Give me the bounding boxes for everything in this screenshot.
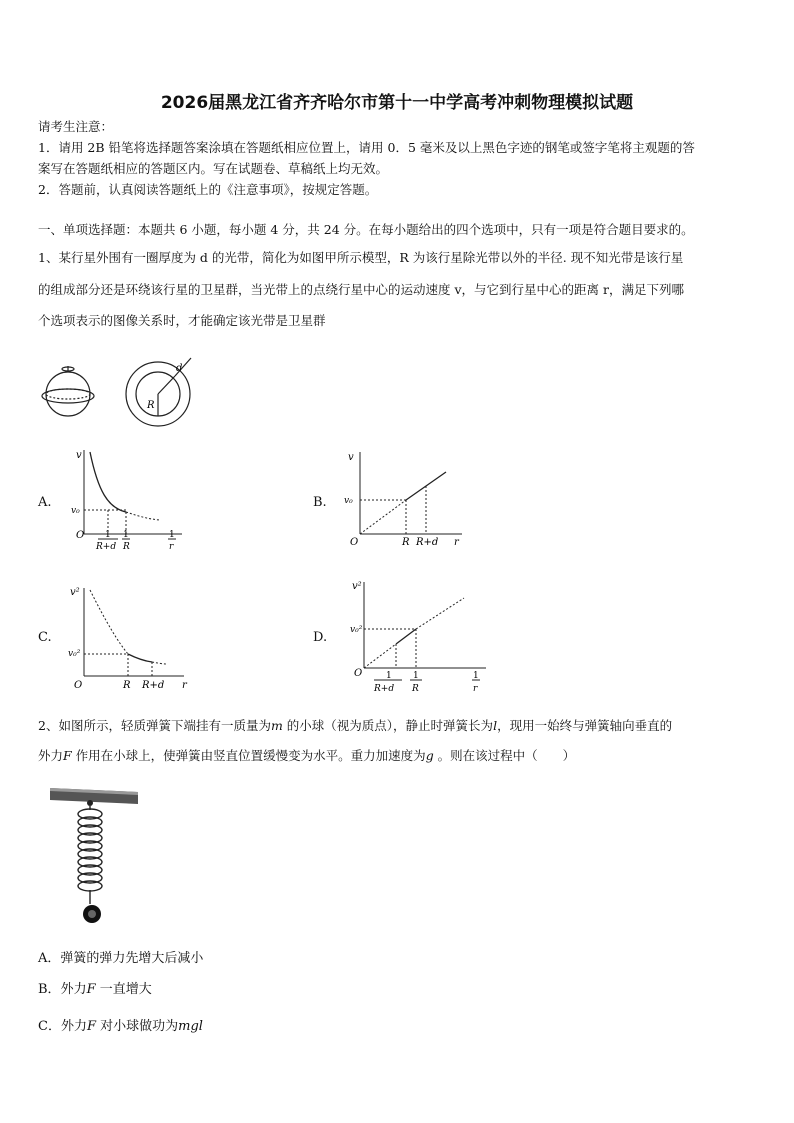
x-tick-R-plus-d: R+d xyxy=(416,537,439,548)
x-tick-den-1: R+d xyxy=(96,542,117,552)
q2-line-2-part-b: 作用在小球上，使弹簧由竖直位置缓慢变为水平。重力加速度为 xyxy=(71,748,426,763)
x-axis-num: 1 xyxy=(473,671,479,681)
x-axis-den: r xyxy=(169,542,174,552)
q2-line-2-part-c: 。则在该过程中（ ） xyxy=(433,748,576,763)
q2-spring-figure xyxy=(46,782,146,932)
q2-line-2 xyxy=(38,748,575,764)
y-tick-v0: v₀ xyxy=(71,506,80,516)
line-solid xyxy=(396,629,416,644)
x-tick-R: R xyxy=(402,537,410,548)
q1-line-1: 1、某行星外围有一圈厚度为 d 的光带，简化为如图甲所示模型，R 为该行星除光带以外的半径. 现不知光带是该行星 xyxy=(38,250,684,265)
x-tick-den-2: R xyxy=(123,542,130,552)
q1-option-c-graph xyxy=(66,582,196,692)
origin-label: O xyxy=(350,537,359,548)
q2-option-b-text-b: 一直增大 xyxy=(95,982,152,997)
q1-option-b-label[interactable]: B. xyxy=(313,495,327,510)
q2-option-b-text-a: 外力 xyxy=(60,982,87,997)
line-dashed-upper xyxy=(416,598,464,629)
q1-line-3: 个选项表示的图像关系时，才能确定该光带是卫星群 xyxy=(38,313,326,328)
fig-label-R: R xyxy=(147,400,155,411)
spring-icon xyxy=(78,806,102,904)
q2-option-c-text-a: 外力 xyxy=(60,1019,87,1034)
x-tick-R-plus-d: R+d xyxy=(142,680,165,691)
y-tick-v0-squared: v₀² xyxy=(350,625,363,635)
x-axis-den: r xyxy=(473,684,478,694)
curve-dotted xyxy=(126,512,160,520)
curve-dotted-lower xyxy=(152,662,166,664)
q2-option-a[interactable] xyxy=(38,947,203,966)
line-dashed xyxy=(360,500,406,534)
q2-option-b-label: B． xyxy=(38,982,61,997)
x-tick-num-1: 1 xyxy=(386,671,392,681)
origin-label: O xyxy=(74,680,83,691)
origin-label: O xyxy=(76,530,85,541)
q2-line-1-part-c: ，现用一始终与弹簧轴向垂直的 xyxy=(497,718,673,733)
y-tick-v0-squared: v₀² xyxy=(68,649,81,659)
planet-3d-icon xyxy=(42,366,94,416)
x-tick-num-2: 1 xyxy=(123,530,129,540)
q1-line-2: 的组成部分还是环绕该行星的卫星群，当光带上的点绕行星中心的运动速度 v，与它到行星中心的距离 r，满足下列哪 xyxy=(38,282,684,297)
y-axis-label: v² xyxy=(70,587,80,598)
page-title: 2026届黑龙江省齐齐哈尔市第十一中学高考冲刺物理模拟试题 xyxy=(160,93,634,113)
q1-option-d-graph xyxy=(346,576,496,694)
ceiling-beam-icon xyxy=(50,788,138,804)
q2-option-c-label: C． xyxy=(38,1019,61,1034)
q2-option-b[interactable] xyxy=(38,978,152,997)
q1-option-a-label[interactable]: A. xyxy=(38,495,52,510)
var-m: m xyxy=(270,718,283,733)
q1-option-b-graph xyxy=(340,448,470,548)
q2-option-a-text: 弹簧的弹力先增大后减小 xyxy=(60,951,204,966)
q2-line-1-part-b: 的小球（视为质点），静止时弹簧长为 xyxy=(282,718,494,733)
x-tick-num-2: 1 xyxy=(413,671,419,681)
curve-solid xyxy=(90,452,126,512)
x-tick-num-1: 1 xyxy=(105,530,111,540)
origin-label: O xyxy=(354,668,363,679)
q2-option-a-label: A． xyxy=(38,951,61,966)
ball-icon xyxy=(83,905,101,923)
y-axis-label: v xyxy=(348,452,354,463)
q2-line-2-part-a: 外力 xyxy=(38,748,64,763)
q1-planet-figure xyxy=(38,356,198,436)
q1-option-a-graph xyxy=(68,446,188,556)
var-g: g xyxy=(425,748,434,763)
notice-item-1-line-2: 案写在答题纸相应的答题区内。写在试题卷、草稿纸上均无效。 xyxy=(38,161,389,176)
hook-icon xyxy=(87,800,93,806)
x-axis-label: r xyxy=(182,680,187,691)
var-l: l xyxy=(493,718,498,733)
x-tick-den-1: R+d xyxy=(374,684,395,694)
q2-line-1 xyxy=(38,718,672,734)
var-F: F xyxy=(63,748,72,763)
x-axis-label: r xyxy=(454,537,459,548)
notice-item-1-line-1: 1．请用 2B 铅笔将选择题答案涂填在答题纸相应位置上，请用 0．5 毫米及以上黑色字迹的钢笔或签字笔将主观题的答 xyxy=(38,140,695,155)
x-tick-den-2: R xyxy=(412,684,419,694)
x-axis-num: 1 xyxy=(169,530,175,540)
q1-option-c-label[interactable]: C. xyxy=(38,630,52,645)
fig-label-d: d xyxy=(176,363,183,374)
q1-option-d-label[interactable]: D. xyxy=(313,630,328,645)
y-axis-label: v² xyxy=(352,581,362,592)
curve-solid xyxy=(128,654,152,662)
notice-item-2: 2．答题前，认真阅读答题纸上的《注意事项》，按规定答题。 xyxy=(38,182,378,197)
y-axis-label: v xyxy=(76,450,82,461)
var-F: F xyxy=(86,1019,96,1034)
x-tick-R: R xyxy=(123,680,131,691)
curve-dotted-upper xyxy=(90,590,128,654)
notice-heading: 请考生注意： xyxy=(38,119,114,134)
section-heading: 一、单项选择题：本题共 6 小题，每小题 4 分，共 24 分。在每小题给出的四个选项中，只有一项是符合题目要求的。 xyxy=(38,222,694,237)
y-tick-v0: v₀ xyxy=(344,496,353,506)
q2-option-c[interactable] xyxy=(38,1015,203,1034)
var-F: F xyxy=(86,982,96,997)
q2-option-c-text-b: 对小球做功为 xyxy=(96,1019,179,1034)
q2-line-1-part-a: 2、如图所示，轻质弹簧下端挂有一质量为 xyxy=(38,718,271,733)
line-dashed-lower xyxy=(364,644,396,668)
var-mgl: mgl xyxy=(178,1019,203,1034)
